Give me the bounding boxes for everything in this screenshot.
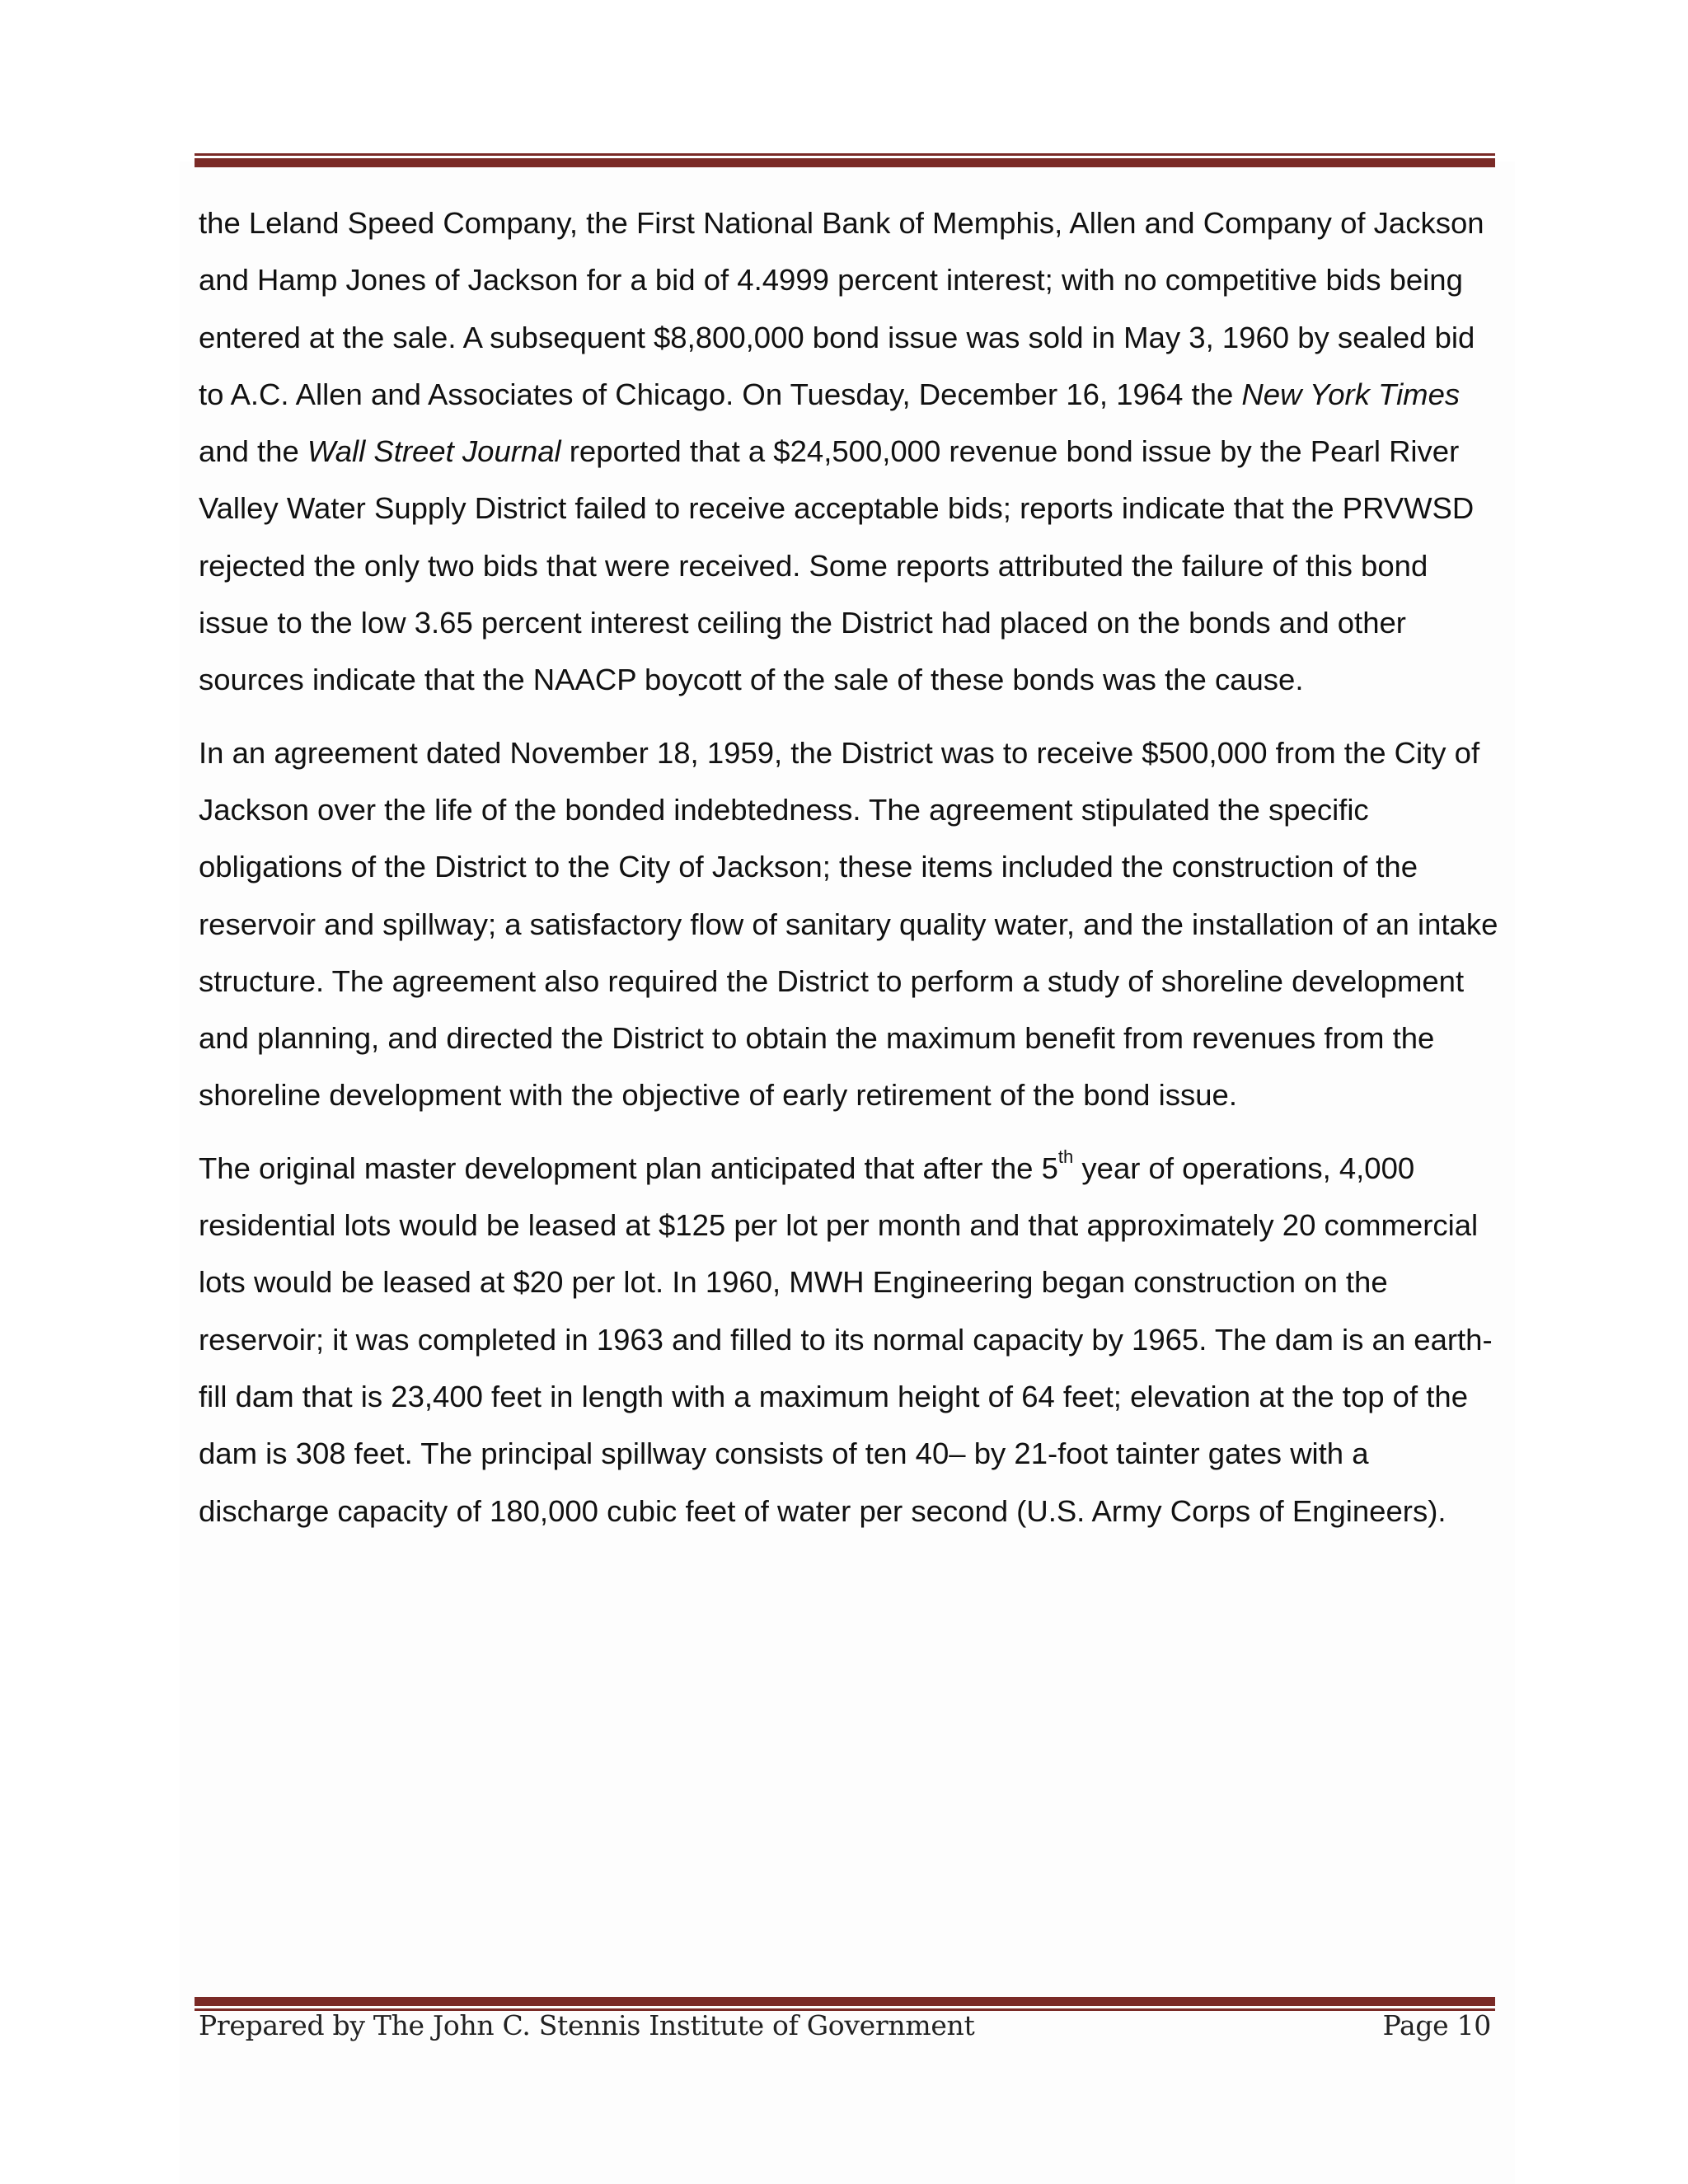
paragraph-bond-sales (199, 194, 1501, 709)
paragraph-text: The original master development plan anticipated that after the 5 (199, 1151, 1058, 1185)
page-number: Page 10 (1382, 2009, 1491, 2041)
paragraph-agreement: In an agreement dated November 18, 1959, the District was to receive $500,000 from the City of Jackson over the life of the bonded indebtedness. The agreement stipulated the specific obligations of the District to the City of Jackson; these items included the construction of the reservoir and spillway; a satisfactory flow of sanitary quality water, and the installation of an intake structure. The agreement also required the District to perform a study of shoreline development and planning, and directed the District to obtain the maximum benefit from revenues from the shoreline development with the objective of early retirement of the bond issue. (199, 735, 1498, 1113)
paragraph-text: year of operations, 4,000 residential lots would be leased at $125 per lot per month and that approximately 20 commercial lots would be leased at $20 per lot. In 1960, MWH Engineering began construction on the reservoir; it was completed in 1963 and filled to its normal capacity by 1965. The dam is an earth-fill dam that is 23,400 feet in length with a maximum height of 64 feet; elevation at the top of the dam is 308 feet. The principal spillway consists of ten 40– by 21-foot tainter gates with a discharge capacity of 180,000 cubic feet of water per second (U.S. Army Corps of Engineers). (199, 1151, 1493, 1528)
paragraph-development-plan (199, 1140, 1501, 1540)
document-body (199, 194, 1501, 1555)
page-footer (199, 2009, 1491, 2041)
newspaper-title-wsj: Wall Street Journal (307, 434, 561, 469)
ordinal-superscript: th (1057, 1146, 1074, 1167)
paragraph-text: the Leland Speed Company, the First National Bank of Memphis, Allen and Company of Jackson and Hamp Jones of Jackson for a bid of 4.4999 percent interest; with no competitive bids being entered at the sale. A subsequent $8,800,000 bond issue was sold in May 3, 1960 by sealed bid to A.C. Allen and Associates of Chicago. On Tuesday, December 16, 1964 the (199, 206, 1484, 411)
header-rule (195, 153, 1495, 167)
paragraph-text: and the (199, 434, 307, 469)
newspaper-title-nyt: New York Times (1241, 377, 1461, 411)
footer-attribution: Prepared by The John C. Stennis Institute of Government (199, 2009, 975, 2041)
paragraph-text: reported that a $24,500,000 revenue bond issue by the Pearl River Valley Water Supply District failed to receive acceptable bids; reports indicate that the PRVWSD rejected the only two bids that were received. Some reports attributed the failure of this bond issue to the low 3.65 percent interest ceiling the District had placed on the bonds and other sources indicate that the NAACP boycott of the sale of these bonds was the cause. (199, 434, 1475, 697)
